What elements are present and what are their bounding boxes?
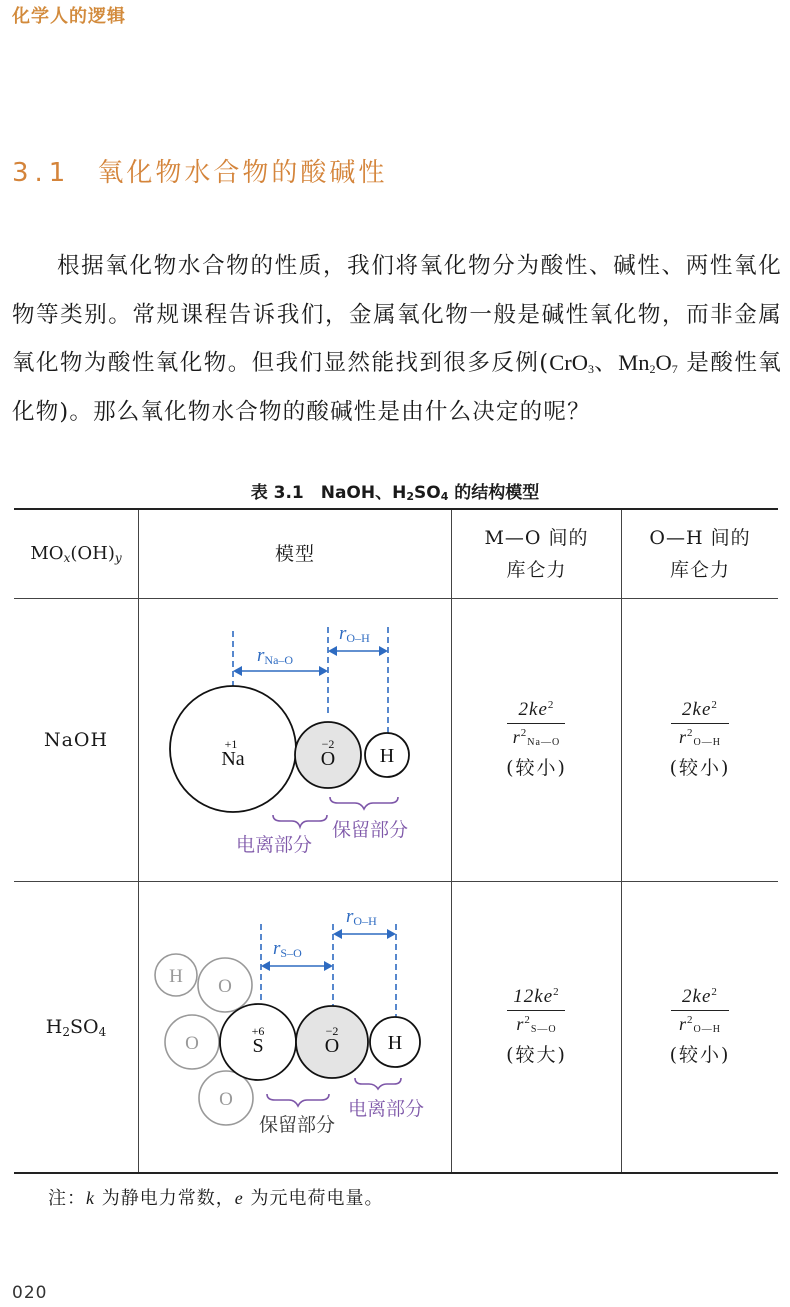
naoh-model-diagram <box>139 599 451 881</box>
body-paragraph <box>12 242 782 436</box>
r-o-h-label: rO–H <box>339 623 370 645</box>
s-symbol: S <box>252 1035 264 1057</box>
table-bottom-rule <box>14 1172 778 1174</box>
svg-text:O: O <box>218 976 232 997</box>
formula-cro3: CrO$_3$ <box>549 350 595 376</box>
formula-mn2o7: $Mn_2O_7$ <box>618 350 678 376</box>
section-title-text: 氧化物水合物的酸碱性 <box>97 158 388 188</box>
page-number: 020 <box>12 1283 48 1303</box>
svg-text:+6: +6 <box>251 1024 265 1038</box>
running-header: 化学人的逻辑 <box>12 6 126 27</box>
naoh-retained-label: 保留部分 <box>332 820 409 841</box>
h2so4-model-diagram <box>139 882 451 1172</box>
header-mo-force: M—O 间的 库仑力 <box>484 527 589 581</box>
svg-text:−2: −2 <box>321 737 335 751</box>
na-symbol: Na <box>221 748 245 770</box>
h2so4-ionized-label: 电离部分 <box>348 1099 425 1120</box>
h-symbol: H <box>379 745 395 767</box>
svg-text:O: O <box>185 1033 199 1054</box>
naoh-mo-force: $2ke^2$ $r^2_{Na—O}$ (较小) <box>506 698 567 779</box>
h2so4-dashed-guides <box>261 924 396 1018</box>
section-title <box>12 152 387 189</box>
table-footnote: 注：k 为静电力常数，e 为元电荷电量。 <box>48 1188 384 1209</box>
r-na-o-label: rNa–O <box>257 645 294 667</box>
r-o-h-label-2: rO–H <box>346 906 377 928</box>
section-number: 3.1 <box>12 158 72 188</box>
svg-text:H: H <box>169 966 183 987</box>
paragraph-text-1: 根据氧化物水合物的性质，我们将氧化物分为酸性、碱性、两性氧化物等类别。常规课程告诉我们，金属氧化物一般是碱性氧化物，而非金属氧化物为酸性氧化物。但我们显然能找到很多反例( <box>12 253 782 376</box>
o-symbol-2: O <box>324 1035 340 1057</box>
header-formula: $MO_x(OH)_y$ <box>30 543 122 565</box>
svg-text:−2: −2 <box>325 1024 339 1038</box>
svg-text:+1: +1 <box>224 737 238 751</box>
paragraph-separator: 、 <box>594 350 619 376</box>
h2so4-oh-force: $2ke^2$ $r^2_{O—H}$ (较小) <box>669 985 731 1066</box>
table-caption: 表 3.1 NaOH、$H_2SO_4$ 的结构模型 <box>250 483 540 503</box>
header-model: 模型 <box>274 543 315 565</box>
naoh-oh-force: $2ke^2$ $r^2_{O—H}$ (较小) <box>669 698 731 779</box>
naoh-ionized-label: 电离部分 <box>236 835 313 856</box>
h2so4-mo-force: $12ke^2$ $r^2_{S—O}$ (较大) <box>506 985 567 1066</box>
h-symbol-2: H <box>387 1032 403 1054</box>
paragraph-text-2: 是酸性氧化物)。那么氧化物水合物的酸碱性是由什么决定的呢？ <box>12 350 783 425</box>
o-symbol: O <box>320 748 336 770</box>
row-formula-h2so4: $H_2SO_4$ <box>45 1016 107 1039</box>
svg-text:O: O <box>219 1089 233 1110</box>
header-oh-force: O—H 间的 库仑力 <box>649 527 751 581</box>
r-s-o-label: rS–O <box>273 938 302 960</box>
h2so4-retained-label: 保留部分 <box>259 1115 336 1136</box>
row-formula-naoh: NaOH <box>43 729 109 751</box>
